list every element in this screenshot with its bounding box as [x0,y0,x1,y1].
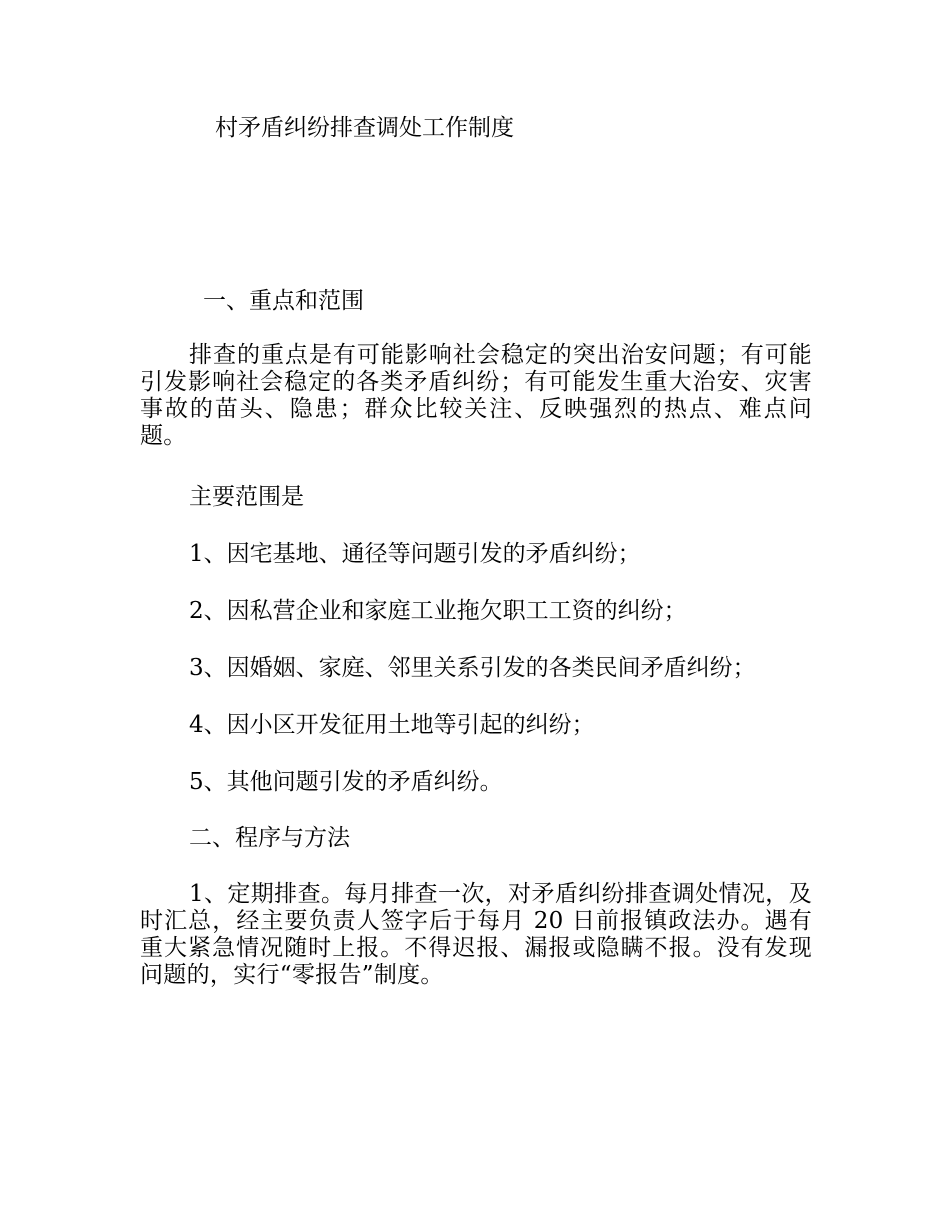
section-heading-procedure: 二、程序与方法 [189,825,350,851]
scope-label: 主要范围是 [189,484,304,510]
paragraph-regular-check: 1、定期排查。每月排查一次，对矛盾纠纷排查调处情况，及时汇总，经主要负责人签字后于每月 20 日前报镇政法办。遇有重大紧急情况随时上报。不得迟报、漏报或隐瞒不报。没有发现问题的，实行“零报告”制度。 [140,881,812,988]
list-item: 1、因宅基地、通径等问题引发的矛盾纠纷； [189,541,641,567]
list-item: 4、因小区开发征用土地等引起的纠纷； [189,712,595,738]
paragraph-key-points: 排查的重点是有可能影响社会稳定的突出治安问题；有可能引发影响社会稳定的各类矛盾纠纷；有可能发生重大治安、灾害事故的苗头、隐患；群众比较关注、反映强烈的热点、难点问题。 [140,342,812,449]
list-item: 3、因婚姻、家庭、邻里关系引发的各类民间矛盾纠纷； [189,655,756,681]
document-title: 村矛盾纠纷排查调处工作制度 [215,115,514,141]
list-item: 5、其他问题引发的矛盾纠纷。 [189,769,503,795]
list-item: 2、因私营企业和家庭工业拖欠职工工资的纠纷； [189,598,687,624]
section-heading-key-points: 一、重点和范围 [203,288,364,314]
